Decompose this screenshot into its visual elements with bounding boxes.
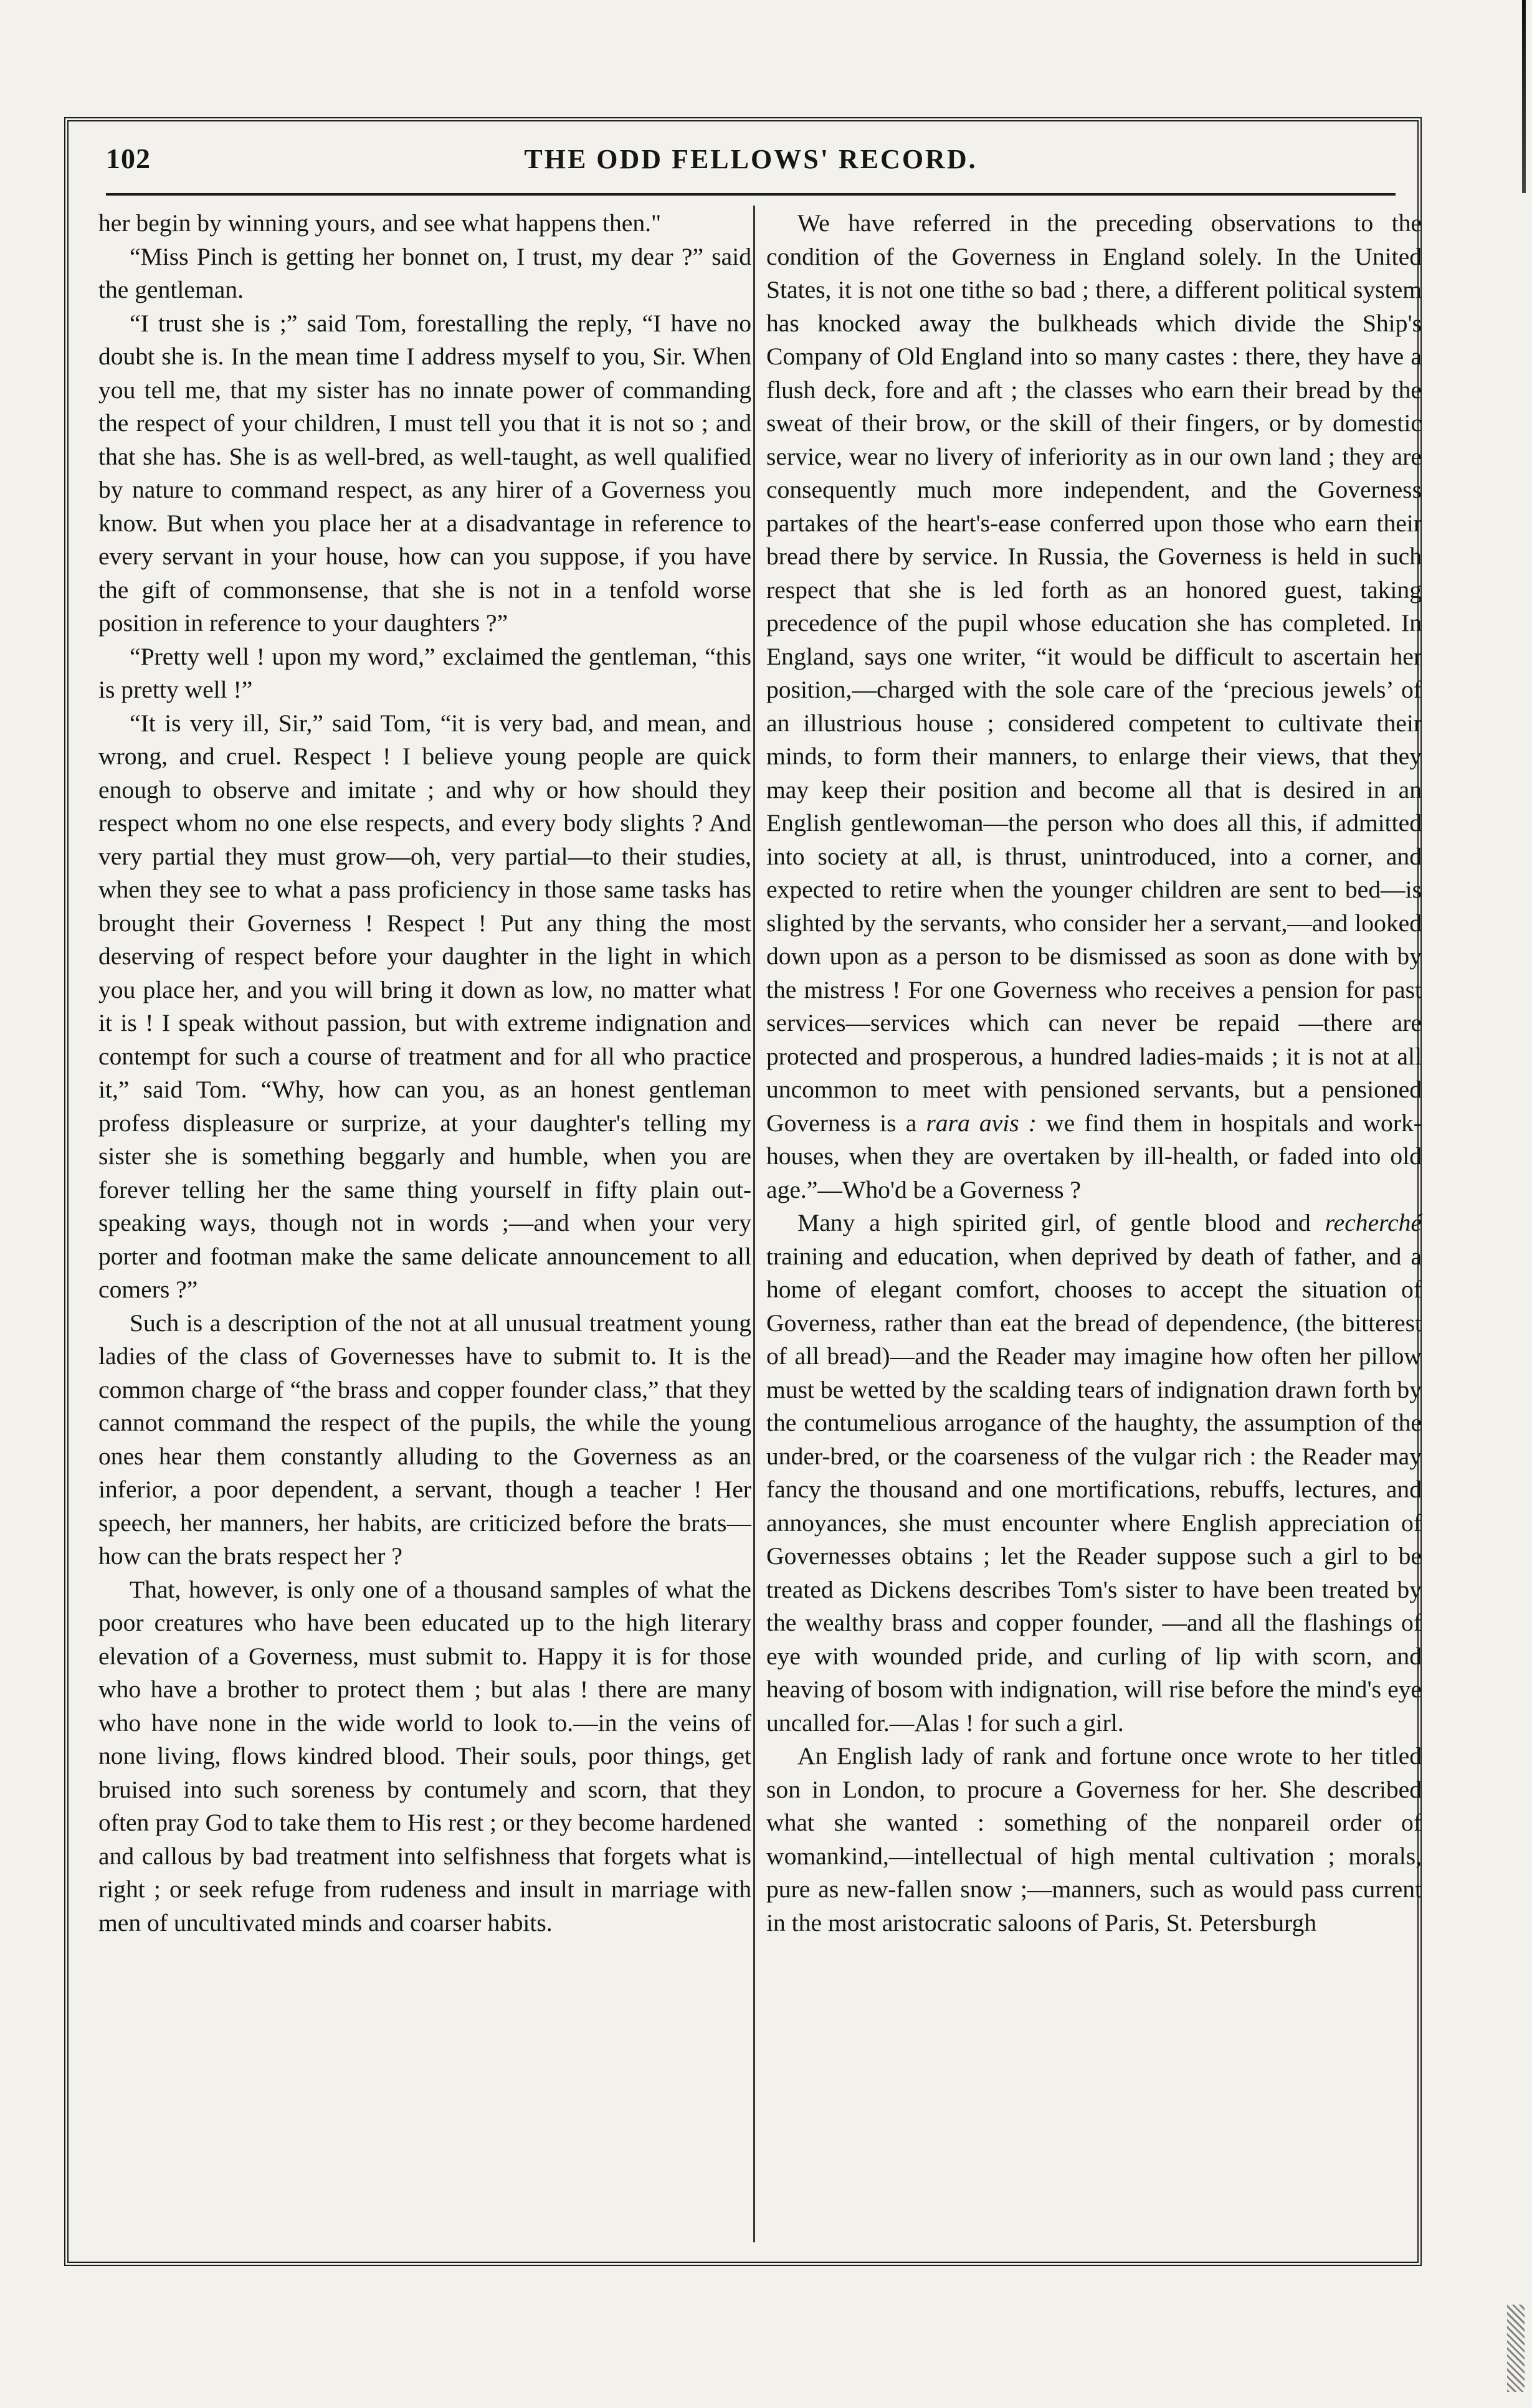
paragraph-text: training and education, when deprived by death of father, and a home of elegant comfort, chooses to accept the situation of Governess, rather than eat the bread of dependence, (the bitterest of all bread)—and the Reader may imagine how often her pillow must be wetted by the scalding tears of indignation drawn forth by the contumelious arrogance of the haughty, the assumption of the under-bred, or the coarseness of the vulgar rich : the Reader may fancy the thousand and one mortifications, rebuffs, lectures, and annoyances, she must encounter where English appreciation of Governesses obtains ; let the Reader suppose such a girl to be treated as Dickens describes Tom's sister to have been treated by the wealthy brass and copper founder, —and all the flashings of eye with wounded pride, and curling of lip with scorn, and heaving of bosom with indignation, will rise before the mind's eye uncalled for.—Alas ! for such a girl. bbox=[766, 1242, 1422, 1737]
paragraph: Such is a description of the not at all unusual treatment young ladies of the class of Governesses have to submit to. It is the common charge of “the brass and copper founder class,” that they cannot command the respect of the pupils, the while the young ones hear them constantly alluding to the Governess as an inferior, a poor dependent, a servant, though a teacher ! Her speech, her manners, her habits, are criticized before the brats—how can the brats respect her ? bbox=[98, 1309, 751, 1570]
paragraph: “It is very ill, Sir,” said Tom, “it is very bad, and mean, and wrong, and cruel. Respect ! I believe young people are quick enough to observe and imitate ; and why or how should they respect whom no one else respects, and every body slights ? And very partial they must grow—oh, very partial—to their studies, when they see to what a pass proficiency in those same tasks has brought their Governess ! Respect ! Put any thing the most deserving of respect before your daughter in the light in which you place her, and you will bring it down as low, no matter what it is ! I speak without passion, but with extreme indignation and contempt for such a course of treatment and for all who practice it,” said Tom. “Why, how can you, as an honest gentleman profess displeasure or surprize, at your daughter's telling my sister she is something beggarly and humble, when you are forever telling her the same thing yourself in fifty plain out-speaking ways, though not in words ;—and when your very porter and footman make the same delicate announcement to all comers ?” bbox=[98, 709, 751, 1303]
paragraph-text: we find them in hospitals and work-houses, when they are overtaken by ill-health, or faded into old age.”—Who'd be a Governess ? bbox=[766, 1109, 1422, 1203]
paragraph: That, however, is only one of a thousand samples of what the poor creatures who have been educated up to the high literary elevation of a Governess, must submit to. Happy it is for those who have a brother to protect them ; but alas ! there are many who have none in the wide world to look to.—in the veins of none living, flows kindred blood. Their souls, poor things, get bruised into such soreness by contumely and scorn, that they often pray God to take them to His rest ; or they become hardened and callous by bad treatment into selfishness that forgets what is right ; or seek refuge from rudeness and insult in marriage with men of uncultivated minds and coarser habits. bbox=[98, 1575, 751, 1936]
left-column bbox=[98, 207, 751, 1940]
paragraph: “Miss Pinch is getting her bonnet on, I trust, my dear ?” said the gentleman. bbox=[98, 242, 751, 303]
right-column bbox=[766, 207, 1422, 1940]
paragraph: her begin by winning yours, and see what happens then." bbox=[98, 209, 662, 237]
paragraph-text: We have referred in the preceding observations to the condition of the Governess in England solely. In the United States, it is not one tithe so bad ; there, a different political system has knocked away the bulkheads which divide the Ship's Company of Old England into so many castes : there, they have a flush deck, fore and aft ; the classes who earn their bread by the sweat of their brow, or the skill of their fingers, or by domestic service, wear no livery of inferiority as in our own land ; they are consequently much more independent, and the Governess partakes of the heart's-ease conferred upon those who earn their bread there by service. In Russia, the Governess is held in such respect that she is led forth as an honored guest, taking precedence of the pupil whose education she has completed. In England, says one writer, “it would be difficult to ascertain her position,—charged with the sole care of the ‘precious jewels’ of an illustrious house ; considered competent to cultivate their minds, to form their manners, to enlarge their views, that they may keep their position and become all that is desired in an English gentlewoman—the person who does all this, if admitted into society at all, is thrust, unintroduced, into a corner, and expected to retire when the younger children are sent to bed—is slighted by the servants, who consider her a servant,—and looked down upon as a person to be dismissed as soon as done with by the mistress ! For one Governess who receives a pension for past services—services which can never be repaid —there are protected and prosperous, a hundred ladies-maids ; it is not at all uncommon to meet with pensioned servants, but a pensioned Governess is a bbox=[766, 209, 1422, 1137]
running-title: THE ODD FELLOWS' RECORD. bbox=[524, 144, 978, 174]
page-number: 102 bbox=[106, 143, 151, 174]
paragraph: An English lady of rank and fortune once wrote to her titled son in London, to procure a Governess for her. She described what she wanted : something of the nonpareil order of womankind,—intellectual of high mental cultivation ; morals, pure as new-fallen snow ;—manners, such as would pass current in the most aristocratic saloons of Paris, St. Petersburgh bbox=[766, 1742, 1422, 1936]
header-rule bbox=[106, 193, 1396, 196]
paragraph-text: Many a high spirited girl, of gentle blood and bbox=[797, 1209, 1311, 1236]
paragraph: “I trust she is ;” said Tom, forestalling the reply, “I have no doubt she is. In the mean time I address myself to you, Sir. When you tell me, that my sister has no innate power of commanding the respect of your children, I must tell you that it is not so ; and that she has. She is as well-bred, as well-taught, as well qualified by nature to command respect, as any hirer of a Governess you know. But when you place her at a disadvantage in reference to every servant in your house, how can you suppose, if you have the gift of commonsense, that she is not in a tenfold worse position in reference to your daughters ?” bbox=[98, 309, 751, 637]
paragraph bbox=[766, 1206, 1422, 1740]
italic-phrase: recherché bbox=[1325, 1209, 1422, 1236]
column-divider bbox=[753, 206, 755, 2242]
page-edge-speck bbox=[1507, 2305, 1525, 2392]
page-edge-shadow bbox=[1522, 0, 1526, 193]
paragraph: “Pretty well ! upon my word,” exclaimed the gentleman, “this is pretty well !” bbox=[98, 642, 751, 703]
paragraph bbox=[766, 207, 1422, 1206]
page-header bbox=[106, 142, 1396, 186]
italic-phrase: rara avis : bbox=[926, 1109, 1037, 1137]
